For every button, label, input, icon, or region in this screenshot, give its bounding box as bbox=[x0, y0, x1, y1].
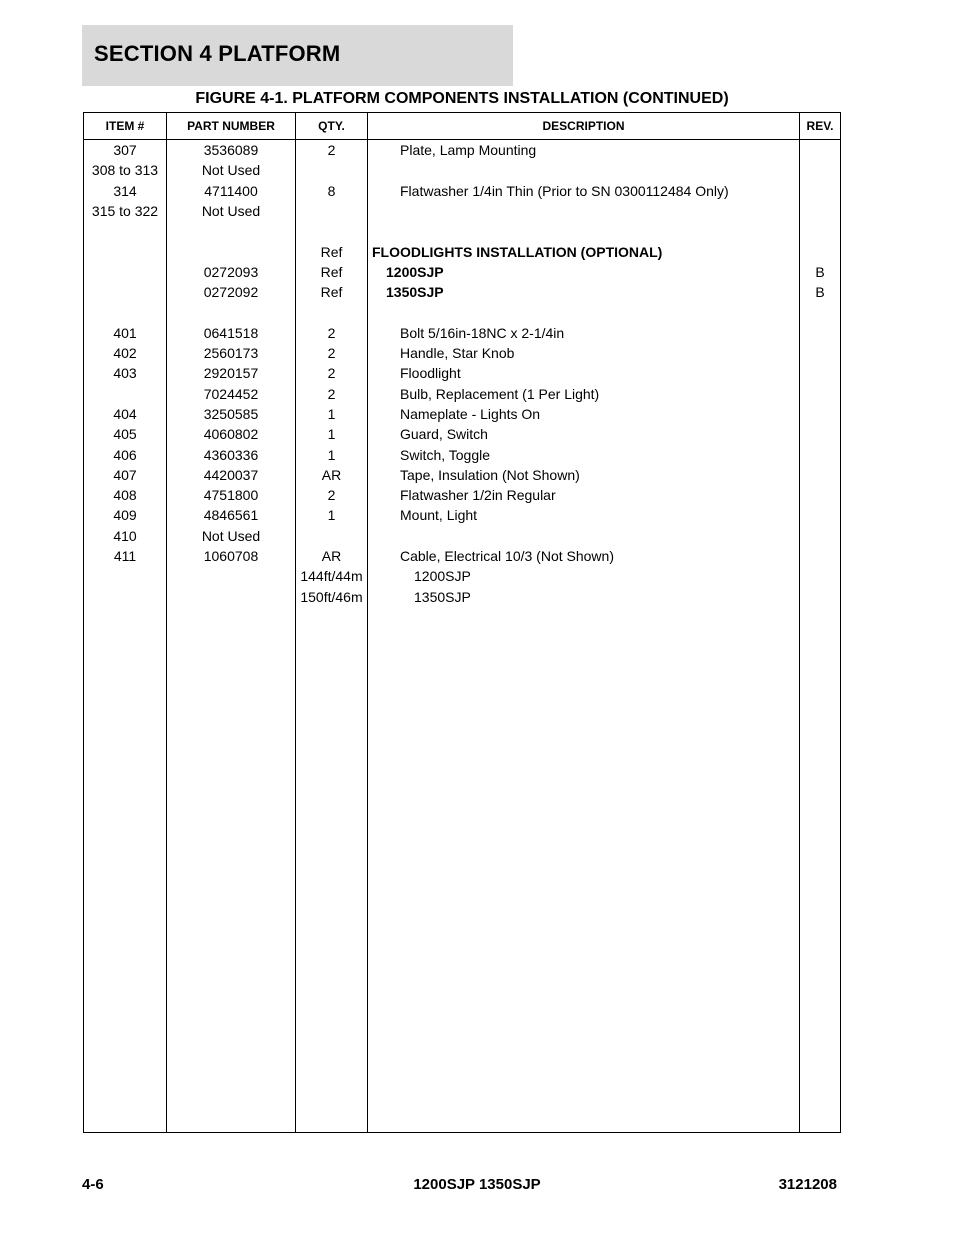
cell-description: 1350SJP bbox=[386, 284, 444, 301]
cell-part-number: 0641518 bbox=[203, 324, 259, 341]
parts-table bbox=[83, 112, 841, 1133]
cell-qty: 8 bbox=[327, 182, 336, 199]
cell-item-number: 401 bbox=[113, 324, 137, 341]
section-title: SECTION 4 PLATFORM bbox=[94, 41, 341, 66]
cell-qty: 150ft/46m bbox=[300, 588, 363, 605]
cell-item-number: 411 bbox=[113, 548, 137, 564]
footer-model: 1200SJP 1350SJP bbox=[413, 1176, 541, 1193]
cell-description: 1200SJP bbox=[414, 568, 471, 585]
cell-part-number: 3536089 bbox=[203, 142, 259, 158]
cell-item-number: 406 bbox=[113, 446, 137, 463]
cell-qty: 1 bbox=[327, 405, 336, 422]
table-row bbox=[84, 526, 840, 546]
cell-qty: Ref bbox=[320, 284, 343, 301]
table-row bbox=[84, 140, 840, 160]
cell-qty: 2 bbox=[327, 142, 336, 158]
cell-part-number: Not Used bbox=[201, 527, 261, 544]
cell-item-number: 308 to 313 bbox=[91, 162, 159, 179]
figure-title: FIGURE 4-1. PLATFORM COMPONENTS INSTALLATION (CONTINUED) bbox=[195, 90, 729, 107]
cell-qty: 1 bbox=[327, 426, 336, 443]
table-row bbox=[84, 424, 840, 444]
table-row bbox=[84, 323, 840, 343]
cell-qty: 2 bbox=[327, 487, 336, 504]
cell-rev: B bbox=[815, 284, 825, 301]
cell-qty: 2 bbox=[327, 365, 336, 382]
cell-qty: 2 bbox=[327, 324, 336, 341]
cell-description: Bolt 5/16in-18NC x 2-1/4in bbox=[400, 324, 565, 341]
table-row bbox=[84, 242, 840, 262]
cell-part-number: 0272092 bbox=[203, 284, 259, 301]
cell-description: Cable, Electrical 10/3 (Not Shown) bbox=[400, 548, 614, 564]
cell-item-number: 409 bbox=[113, 507, 137, 524]
header-qty: QTY. bbox=[318, 119, 345, 133]
cell-part-number: 4846561 bbox=[203, 507, 259, 524]
cell-item-number: 408 bbox=[113, 487, 137, 504]
table-row bbox=[84, 181, 840, 201]
table-row bbox=[84, 465, 840, 485]
cell-part-number: Not Used bbox=[201, 202, 261, 219]
cell-part-number: 4420037 bbox=[203, 466, 259, 483]
cell-description: Guard, Switch bbox=[400, 426, 488, 443]
table-row bbox=[84, 343, 840, 363]
table-row bbox=[84, 587, 840, 607]
cell-description: 1200SJP bbox=[386, 263, 444, 280]
table-row bbox=[84, 262, 840, 282]
cell-description: FLOODLIGHTS INSTALLATION (OPTIONAL) bbox=[372, 243, 663, 260]
cell-qty: Ref bbox=[320, 243, 343, 260]
table-row bbox=[84, 566, 840, 586]
table-row bbox=[84, 404, 840, 424]
cell-qty: AR bbox=[321, 466, 342, 483]
table-row bbox=[84, 201, 840, 221]
cell-rev: B bbox=[815, 263, 825, 280]
table-row bbox=[84, 363, 840, 383]
cell-part-number: 2920157 bbox=[203, 365, 259, 382]
cell-qty: AR bbox=[321, 548, 342, 564]
cell-part-number: 7024452 bbox=[203, 385, 259, 402]
table-row bbox=[84, 505, 840, 525]
cell-item-number: 410 bbox=[113, 527, 137, 544]
cell-qty: 1 bbox=[327, 446, 336, 463]
cell-part-number: 1060708 bbox=[203, 548, 259, 564]
cell-part-number: Not Used bbox=[201, 162, 261, 179]
cell-part-number: 3250585 bbox=[203, 405, 259, 422]
table-row bbox=[84, 384, 840, 404]
cell-description: Handle, Star Knob bbox=[400, 345, 515, 361]
cell-item-number: 405 bbox=[113, 426, 137, 443]
cell-part-number: 2560173 bbox=[203, 345, 259, 361]
cell-description: Flatwasher 1/4in Thin (Prior to SN 0300112484 Only) bbox=[400, 182, 729, 199]
table-row bbox=[84, 485, 840, 505]
cell-description: Bulb, Replacement (1 Per Light) bbox=[400, 385, 600, 402]
cell-qty: 144ft/44m bbox=[300, 568, 363, 585]
header-item: ITEM # bbox=[105, 119, 145, 133]
footer-page-number: 4-6 bbox=[82, 1176, 104, 1193]
cell-item-number: 314 bbox=[113, 182, 137, 199]
table-row bbox=[84, 302, 840, 322]
table-row bbox=[84, 221, 840, 241]
cell-description: Tape, Insulation (Not Shown) bbox=[400, 466, 580, 483]
cell-description: Mount, Light bbox=[400, 507, 478, 524]
cell-description: Switch, Toggle bbox=[400, 446, 491, 463]
header-part-number: PART NUMBER bbox=[187, 119, 275, 133]
cell-item-number: 404 bbox=[113, 405, 137, 422]
cell-qty: 1 bbox=[327, 507, 336, 524]
cell-part-number: 4060802 bbox=[203, 426, 259, 443]
cell-qty: Ref bbox=[320, 263, 343, 280]
table-row bbox=[84, 282, 840, 302]
header-rev: REV. bbox=[806, 119, 834, 133]
table-row bbox=[84, 546, 840, 566]
cell-part-number: 4751800 bbox=[203, 487, 259, 504]
cell-item-number: 315 to 322 bbox=[91, 202, 159, 219]
footer-doc-number: 3121208 bbox=[778, 1176, 837, 1193]
cell-description: Flatwasher 1/2in Regular bbox=[400, 487, 556, 504]
table-row bbox=[84, 160, 840, 180]
section-header bbox=[82, 25, 513, 86]
cell-item-number: 402 bbox=[113, 345, 137, 361]
cell-part-number: 4360336 bbox=[203, 446, 259, 463]
cell-item-number: 307 bbox=[113, 142, 137, 158]
cell-part-number: 0272093 bbox=[203, 263, 259, 280]
cell-item-number: 403 bbox=[113, 365, 137, 382]
cell-description: 1350SJP bbox=[414, 588, 471, 605]
table-row bbox=[84, 445, 840, 465]
cell-description: Plate, Lamp Mounting bbox=[400, 142, 537, 158]
cell-description: Nameplate - Lights On bbox=[400, 405, 541, 422]
cell-description: Floodlight bbox=[400, 365, 461, 382]
cell-qty: 2 bbox=[327, 345, 336, 361]
cell-part-number: 4711400 bbox=[204, 182, 258, 199]
cell-qty: 2 bbox=[327, 385, 336, 402]
header-description: DESCRIPTION bbox=[542, 119, 625, 133]
cell-item-number: 407 bbox=[113, 466, 137, 483]
